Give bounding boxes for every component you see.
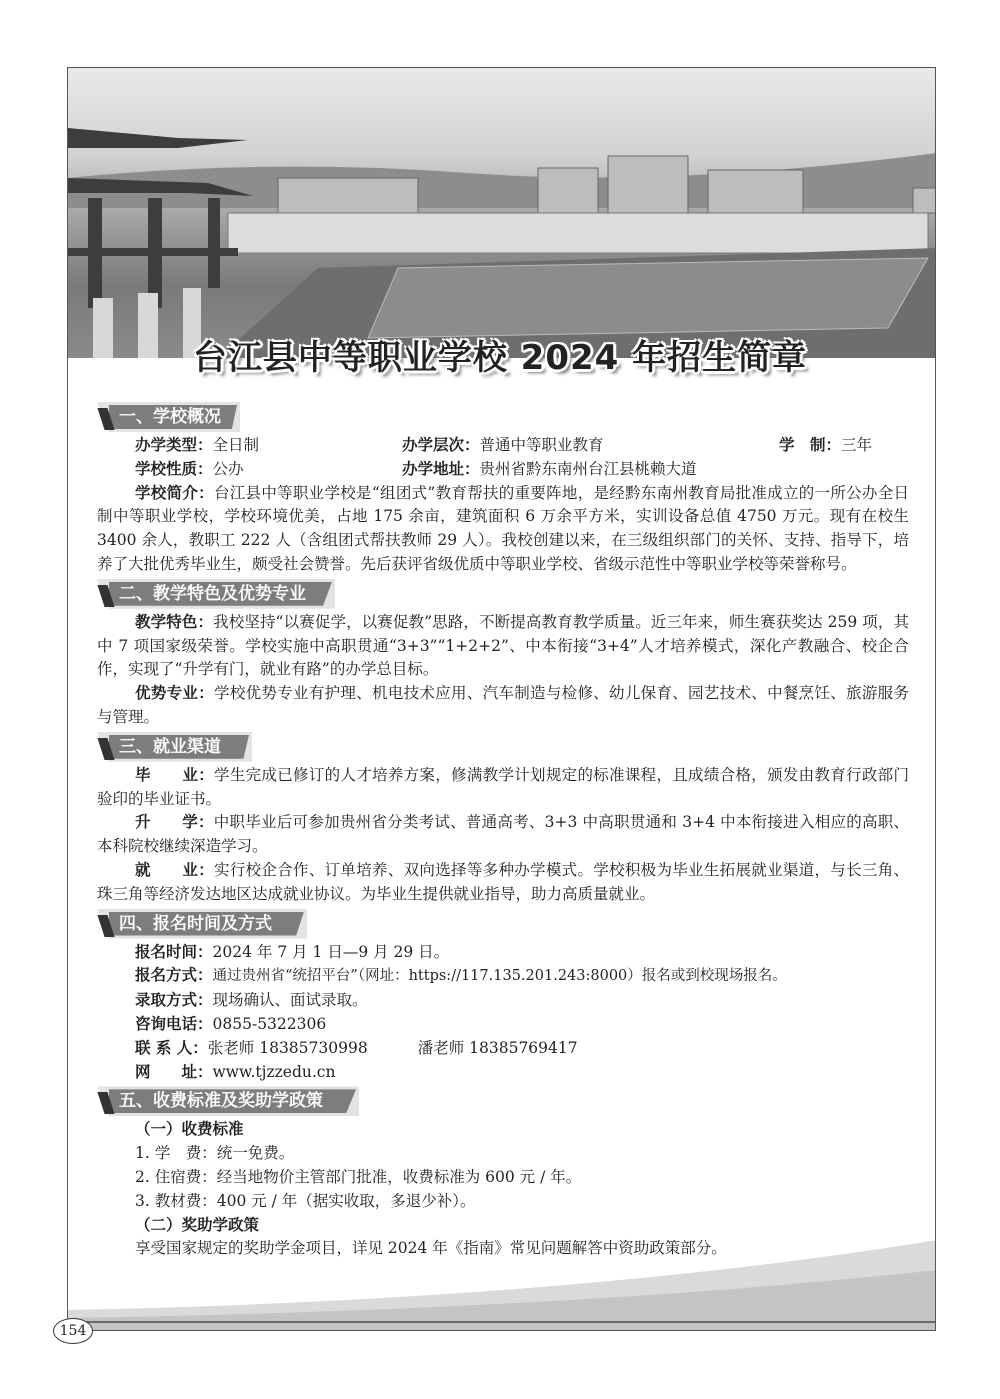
fee-item: 3. 教材费：400 元 / 年（据实收取，多退少补）。	[135, 1191, 476, 1210]
value: 全日制	[212, 436, 260, 454]
value: 普通中等职业教育	[479, 436, 604, 454]
value: 0855-5322306	[212, 1014, 327, 1033]
admission-method	[97, 989, 909, 1013]
value: 2024 年 7 月 1 日—9 月 29 日。	[212, 942, 450, 961]
aid-subheading	[97, 1214, 909, 1238]
label: 毕 业：	[135, 765, 215, 784]
website	[97, 1061, 909, 1085]
value: 现场确认、面试录取。	[212, 991, 368, 1010]
label: 教学特色：	[135, 612, 214, 631]
value: 三年	[841, 436, 873, 454]
teaching-paragraph	[97, 611, 909, 682]
label: 学 制：	[779, 436, 842, 454]
value: 贵州省黔东南州台江县桃赖大道	[479, 459, 697, 478]
further-study-paragraph	[97, 811, 909, 859]
label: 学校简介：	[135, 483, 214, 502]
section-heading	[97, 402, 909, 432]
value: 实行校企合作、订单培养、双向选择等多种办学模式。学校积极为毕业生拓展就业渠道，与长三角、珠三角等经济发达地区达成就业协议。为毕业生提供就业指导，助力高质量就业。	[97, 860, 909, 903]
value: 我校坚持“以赛促学，以赛促教”思路，不断提高教育教学质量。近三年来，师生赛获奖达 259 项，其中 7 项国家级荣誉。学校实施中高职贯通“3+3”“1+2+2”、中本衔接“3+4”人才培养模式，深化产教融合、校企合作，实现了“升学有门，就业有路”的办学总目标。	[97, 612, 909, 679]
value: 公办	[212, 459, 244, 478]
label: 录取方式：	[135, 991, 213, 1010]
label: 办学地址：	[402, 459, 480, 478]
overview-row-2	[97, 458, 909, 482]
aid-policy: 享受国家规定的奖助学金项目，详见 2024 年《指南》常见问题解答中资助政策部分。	[135, 1239, 727, 1258]
fees-subheading	[97, 1118, 909, 1142]
contact-2: 潘老师 18385769417	[417, 1038, 578, 1057]
section-heading	[97, 732, 909, 762]
section-heading	[97, 579, 909, 609]
fee-item: 2. 住宿费：经当地物价主管部门批准，收费标准为 600 元 / 年。	[135, 1167, 582, 1186]
section-heading-text: 一、学校概况	[119, 407, 221, 427]
contacts	[97, 1037, 909, 1061]
intro-paragraph	[97, 482, 909, 577]
label: 学校性质：	[135, 459, 213, 478]
content	[97, 400, 909, 1261]
overview-row-1	[97, 434, 909, 458]
page-title: 台江县中等职业学校 2024 年招生简章	[192, 338, 808, 378]
subheading-text: （一）收费标准	[135, 1120, 244, 1139]
reg-time	[97, 941, 909, 965]
reg-method	[97, 964, 909, 989]
value: 学生完成已修订的人才培养方案，修满教学计划规定的标准课程，且成绩合格，颁发由教育行政部门验印的毕业证书。	[97, 765, 909, 808]
value: 台江县中等职业学校是“组团式”教育帮扶的重要阵地，是经黔东南州教育局批准成立的一所公办全日制中等职业学校，学校环境优美，占地 175 余亩，建筑面积 6 万余平方米，实训设备总值 4750 万元。现有在校生 3400 余人，教职工 222 人（含组团式帮扶教师 29 人）。我校创建以来，在三级组织部门的关怀、支持、指导下，培养了大批优秀毕业生，颇受社会赞誉。先后获评省级优质中等职业学校、省级示范性中等职业学校等荣誉称号。	[97, 483, 909, 573]
label: 联 系 人：	[135, 1038, 208, 1057]
contact-1: 张老师 18385730998	[207, 1038, 368, 1057]
majors-paragraph	[97, 682, 909, 730]
label: 咨询电话：	[135, 1014, 213, 1033]
section-heading-text: 二、教学特色及优势专业	[119, 583, 306, 604]
label: 报名时间：	[135, 942, 213, 961]
label: 优势专业：	[135, 684, 215, 703]
label: 办学类型：	[135, 436, 213, 454]
fee-item: 1. 学 费：统一免费。	[135, 1144, 295, 1163]
section-heading-text: 五、收费标准及奖助学政策	[119, 1091, 323, 1112]
website-link[interactable]: www.tjzzedu.cn	[212, 1062, 336, 1081]
section-heading	[97, 1086, 909, 1116]
subheading-text: （二）奖助学政策	[135, 1215, 260, 1234]
section-heading-text: 三、就业渠道	[119, 736, 221, 757]
label: 办学层次：	[402, 436, 480, 454]
employment-paragraph	[97, 859, 909, 907]
value: 通过贵州省“统招平台”（网址：https://117.135.201.243:8000）报名或到校现场报名。	[212, 968, 787, 985]
phone	[97, 1013, 909, 1037]
label: 就 业：	[135, 860, 215, 879]
value: 学校优势专业有护理、机电技术应用、汽车制造与检修、幼儿保育、园艺技术、中餐烹饪、旅游服务与管理。	[97, 684, 909, 726]
section-heading	[97, 909, 909, 939]
section-heading-text: 四、报名时间及方式	[119, 913, 272, 934]
value: 中职毕业后可参加贵州省分类考试、普通高考、3+3 中高职贯通和 3+4 中本衔接进入相应的高职、本科院校继续深造学习。	[97, 813, 909, 856]
graduate-paragraph	[97, 764, 909, 812]
label: 网 址：	[135, 1062, 213, 1081]
campus-photo	[68, 68, 936, 358]
label: 升 学：	[135, 813, 214, 832]
label: 报名方式：	[135, 966, 213, 985]
page-number: 154	[53, 1318, 93, 1344]
